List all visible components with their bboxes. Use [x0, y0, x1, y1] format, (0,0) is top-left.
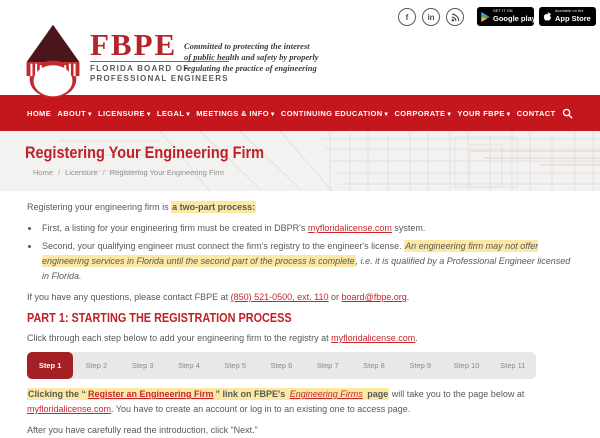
- part1-instruction: Click through each step below to add your engineering firm to the registry at myfloridalicense.com.: [27, 333, 418, 343]
- fbpe-logo-icon: [25, 20, 81, 84]
- app-store-top-text: Available on the: [555, 9, 584, 14]
- google-play-top-text: GET IT ON: [493, 9, 513, 14]
- google-play-badge[interactable]: [477, 7, 534, 26]
- engineering-firms-link[interactable]: Engineering Firms: [289, 389, 363, 399]
- tab-step-6[interactable]: Step 6: [270, 361, 293, 370]
- nav-item-contact[interactable]: CONTACT: [516, 108, 556, 118]
- step1-next-instruction: After you have carefully read the introduction, click “Next.”: [27, 425, 258, 435]
- tab-step-2[interactable]: Step 2: [85, 361, 108, 370]
- nav-item-continuing-education[interactable]: CONTINUING EDUCATION ▾: [280, 108, 389, 118]
- myfloridalicense-link[interactable]: myfloridalicense.com: [307, 223, 392, 233]
- firm-warning-highlight: An engineering firm may not offer engineering services in Florida until the second part of the process is complete: [42, 241, 539, 266]
- myfloridalicense-link[interactable]: myfloridalicense.com: [27, 404, 112, 414]
- chevron-down-icon: ▾: [270, 110, 275, 118]
- search-button[interactable]: [562, 108, 573, 119]
- tab-step-11[interactable]: Step 11: [500, 361, 526, 370]
- nav-item-your-fbpe[interactable]: YOUR FBPE ▾: [457, 108, 511, 118]
- google-play-icon: [481, 12, 490, 22]
- chevron-down-icon: ▾: [384, 110, 389, 118]
- breadcrumb-home[interactable]: Home: [33, 168, 54, 177]
- chevron-down-icon: ▾: [506, 110, 511, 118]
- nav-item-home[interactable]: HOME: [27, 108, 52, 118]
- tab-step-10[interactable]: Step 10: [453, 361, 480, 370]
- step1-paragraph: Clicking the “ Register an Engineering Firm ” link on FBPE's Engineering Firms page will take you to the page below at myfloridalicense.com. You have to create an account or log in to an existing one to access page.: [27, 389, 525, 414]
- list-item: • First, a listing for your engineering firm must be created in DBPR's myfloridalicense.com system.: [40, 221, 573, 236]
- myfloridalicense-link[interactable]: myfloridalicense.com: [331, 333, 416, 343]
- breadcrumb-licensure[interactable]: Licensure: [65, 168, 98, 177]
- chevron-down-icon: ▾: [447, 110, 452, 118]
- breadcrumb: Home / Licensure / Registering Your Engineering Firm: [33, 168, 224, 177]
- google-play-bottom-text: Google play: [493, 14, 536, 24]
- part1-heading: PART 1: STARTING THE REGISTRATION PROCESS: [27, 311, 292, 325]
- logo-acronym: FBPE: [90, 27, 178, 62]
- main-content: [0, 191, 600, 438]
- mission-tagline: Committed to protecting the interest of public health and safety by properly regulating the practice of engineering: [184, 41, 319, 73]
- contact-paragraph: If you have any questions, please contact FBPE at (850) 521-0500, ext. 110 or board@fbpe.org.: [27, 292, 410, 302]
- two-part-highlight: a two-part process:: [172, 202, 256, 212]
- rss-glyph: [451, 13, 460, 22]
- social-links: [398, 8, 464, 26]
- tab-step-5[interactable]: Step 5: [224, 361, 247, 370]
- tab-step-9[interactable]: Step 9: [409, 361, 432, 370]
- linkedin-icon[interactable]: in: [422, 8, 440, 26]
- app-store-bottom-text: App Store: [555, 14, 591, 24]
- nav-item-about[interactable]: ABOUT ▾: [57, 108, 92, 118]
- email-link[interactable]: board@fbpe.org: [341, 292, 407, 302]
- app-badges: [477, 7, 596, 26]
- step-tabs: [27, 352, 536, 379]
- site-header: [0, 0, 600, 95]
- register-firm-link[interactable]: Register an Engineering Firm: [88, 389, 214, 399]
- nav-item-meetings-info[interactable]: MEETINGS & INFO ▾: [196, 108, 275, 118]
- tab-step-7[interactable]: Step 7: [316, 361, 339, 370]
- intro-paragraph: Registering your engineering firm is a two-part process:: [27, 202, 256, 212]
- chevron-down-icon: ▾: [186, 110, 190, 118]
- apple-icon: [543, 11, 552, 22]
- page-title: Registering Your Engineering Firm: [25, 144, 265, 162]
- list-item: • Second, your qualifying engineer must connect the firm's registry to the engineer's license. An engineering firm may not offer engineering services in Florida until the second part of the process is complete, i.e. it is qualified by a Professional Engineer licensed in Florida.: [40, 239, 573, 284]
- app-store-badge[interactable]: [539, 7, 596, 26]
- tab-step-1[interactable]: Step 1: [27, 352, 73, 379]
- rss-icon[interactable]: [446, 8, 464, 26]
- page-title-banner: [0, 131, 600, 191]
- logo-org-name: FLORIDA BOARD OF PROFESSIONAL ENGINEERS: [90, 61, 229, 83]
- facebook-icon[interactable]: f: [398, 8, 416, 26]
- chevron-down-icon: ▾: [88, 110, 92, 118]
- tab-step-4[interactable]: Step 4: [178, 361, 200, 370]
- nav-item-corporate[interactable]: CORPORATE ▾: [394, 108, 452, 118]
- search-icon: [562, 108, 573, 119]
- tab-step-3[interactable]: Step 3: [131, 361, 154, 370]
- process-list: [40, 221, 573, 284]
- tab-step-8[interactable]: Step 8: [363, 361, 385, 370]
- nav-item-licensure[interactable]: LICENSURE ▾: [98, 108, 151, 118]
- nav-item-legal[interactable]: LEGAL ▾: [156, 108, 190, 118]
- breadcrumb-current: Registering Your Engineering Firm: [109, 168, 224, 177]
- chevron-down-icon: ▾: [146, 110, 151, 118]
- main-nav: [0, 95, 600, 131]
- phone-link[interactable]: (850) 521-0500, ext. 110: [230, 292, 329, 302]
